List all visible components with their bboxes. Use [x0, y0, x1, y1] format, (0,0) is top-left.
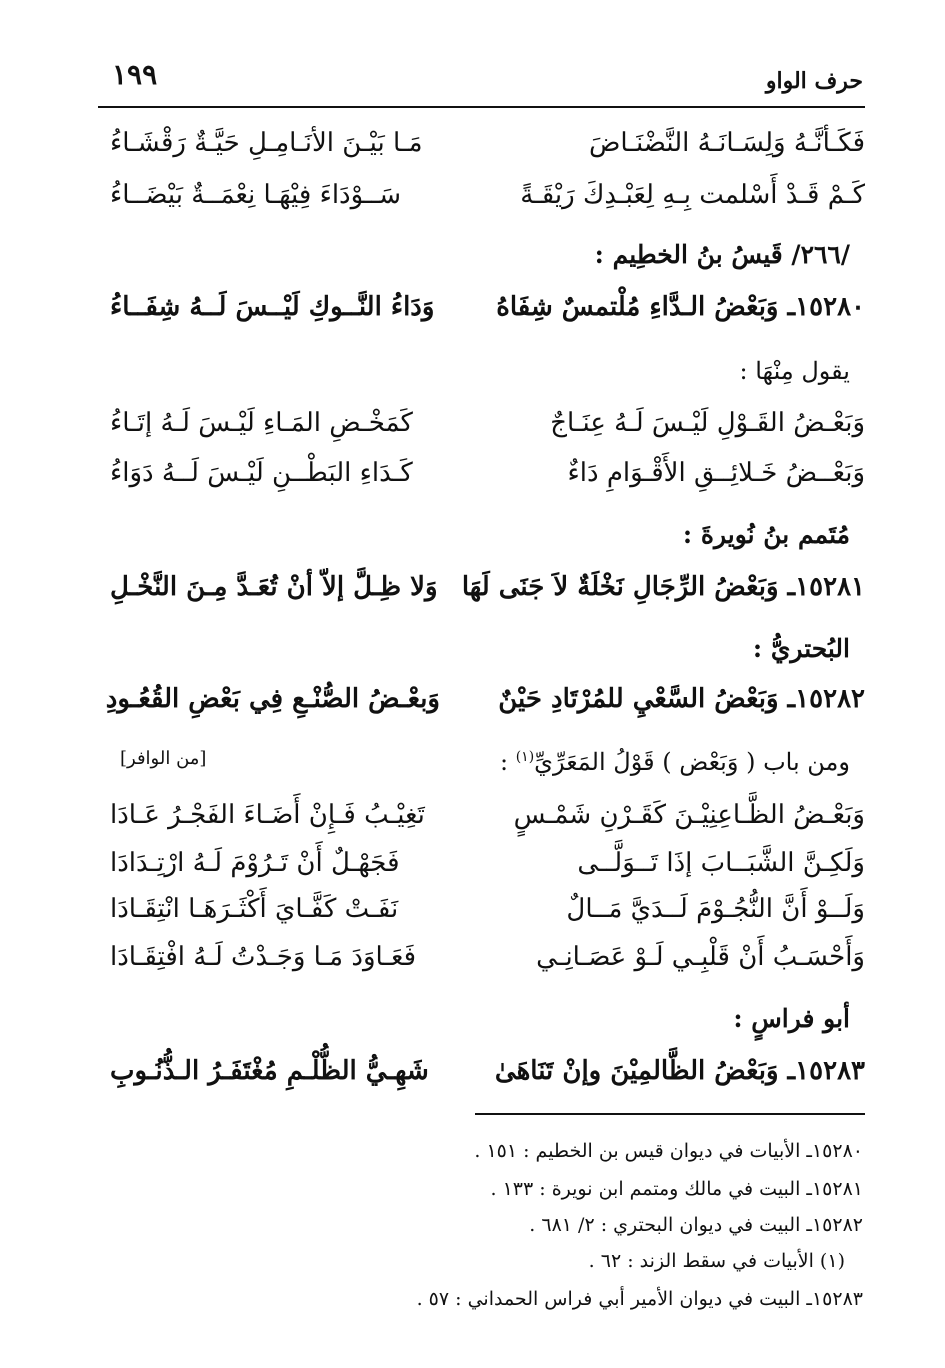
poet-heading: /٢٦٦/ قَيسُ بنُ الخطِيم : [594, 240, 850, 269]
poem-line [110, 942, 865, 972]
first-hemistich: وَلَكِـنَّ الشَّبَــابَ إذَا تَــوَلَّــى [577, 848, 865, 878]
poet-heading: البُحتريُّ : [752, 634, 850, 663]
footnote: ١٥٢٨٣ـ البيت في ديوان الأمير أبي فراس الحمداني : ٥٧ . [416, 1288, 863, 1310]
second-hemistich: مَـا بَيْـنَ الأنَـامِـلِ حَيَّـةٌ رَقْشَـاءُ [110, 128, 423, 158]
intro-line [500, 748, 850, 776]
second-hemistich: شَهِـيُّ الظُّلْـمِ مُغْتَفَـرُ الـذُّنُـوبِ [110, 1056, 429, 1086]
first-hemistich: وَلَــوْ أَنَّ النُّجُـوْمَ لَــدَيَّ مَــالٌ [566, 894, 865, 924]
first-hemistich: كَـمْ قَـدْ أَسْلمت بِـهِ لِعَبْـدِكَ رَيْقَـةً [520, 180, 865, 210]
first-hemistich: وَبَعْـضُ القَـوْلِ لَيْـسَ لَـهُ عِنَـاجٌ [550, 408, 865, 438]
verse-entry-15281 [110, 572, 865, 602]
poet-heading: مُتَمم بنُ نُويرةَ : [682, 520, 850, 549]
verse-entry-15283 [110, 1056, 865, 1086]
first-hemistich: وَبَعْـضُ الظَّـاعِنِيْـنَ كَقَـرْنِ شَمْـسٍ [513, 800, 865, 830]
poet-heading: أبو فراسٍ : [733, 1004, 850, 1033]
page-number: ١٩٩ [112, 58, 158, 91]
verse-entry-15282 [105, 684, 865, 714]
footnote: ١٥٢٨١ـ البيت في مالك ومتمم ابن نويرة : ١٣٣ . [490, 1178, 863, 1200]
poem-line [110, 408, 865, 438]
footnote-marker: (١) [515, 749, 535, 765]
second-hemistich: كَمَخْـضِ المَـاءِ لَيْـسَ لَـهُ إتَـاءُ [110, 408, 413, 438]
footnote: ١٥٢٨٠ـ الأبيات في ديوان قيس بن الخطيم : ١٥١ . [474, 1140, 863, 1162]
second-hemistich: سَــوْدَاءَ فِيْهَـا نِعْمَــةٌ بَيْضَــاءُ [110, 180, 402, 210]
header-rule [98, 106, 865, 108]
verse-entry-15280 [110, 292, 865, 322]
poem-line [110, 848, 865, 878]
poem-line [110, 458, 865, 488]
second-hemistich: كَـدَاءِ البَطْــنِ لَيْـسَ لَــهُ دَوَاءُ [110, 458, 413, 488]
footnote: (١) الأبيات في سقط الزند : ٦٢ . [588, 1250, 845, 1272]
second-hemistich: وَدَاءُ النَّــوكِ لَيْــسَ لَــهُ شِفَــاءُ [110, 292, 435, 322]
second-hemistich: فَعَـاوَدَ مَـا وَجَـدْتُ لَـهُ افْتِقَـادَا [110, 942, 417, 972]
first-hemistich: ١٥٢٨٣ـ وَبَعْضُ الظَّالمِيْنَ وإنْ تَنَاهَىٰ [494, 1056, 865, 1086]
first-hemistich: ١٥٢٨٠ـ وَبَعْضُ الـدَّاءِ مُلْتمسٌ شِفَاهُ [496, 292, 865, 322]
first-hemistich: ١٥٢٨١ـ وَبَعْضُ الرِّجَالِ نَخْلَةٌ لاَ جَنَى لَهَا [461, 572, 865, 602]
footnotes-rule [475, 1113, 865, 1115]
first-hemistich: فَكَـأنَّـهُ وَلِسَـانَـهُ النَّضْنَـاضَ [588, 128, 865, 158]
meter-tag: [من الوافر] [120, 748, 207, 769]
poem-line [110, 180, 865, 210]
footnote: ١٥٢٨٢ـ البيت في ديوان البحتري : ٢/ ٦٨١ . [529, 1214, 863, 1236]
first-hemistich: وَأَحْسَـبُ أَنْ قَلْبِـي لَـوْ عَصَـانِـي [536, 942, 865, 972]
intro-line: يقول مِنْهَا : [739, 357, 850, 385]
poem-line [110, 800, 865, 830]
second-hemistich: فَجَهْـلٌ أَنْ تَـرُوْمَ لَـهُ ارْتِـدَادَا [110, 848, 400, 878]
first-hemistich: وَبَعْــضُ خَـلائِــقِ الأَقْـوَامِ دَاءٌ [567, 458, 865, 488]
second-hemistich: وَلا ظِـلَّ إلاّ أنْ تُعَـدَّ مِـنَ النَّخْـلِ [110, 572, 438, 602]
second-hemistich: وَبعْـضُ الصُّنْـعِ فِي بَعْضِ القُعُـودِ [105, 684, 440, 714]
second-hemistich: نَفَـتْ كَفَّـايَ أَكْثَـرَهَـا انْتِقَـادَا [110, 894, 399, 924]
intro-text: ومن باب ( وَبَعْض ) قَوْلُ المَعَرِّيِّ [534, 748, 850, 776]
poem-line [110, 128, 865, 158]
first-hemistich: ١٥٢٨٢ـ وَبَعْضُ السَّعْيِ للمُرْتَادِ حَيْنٌ [498, 684, 865, 714]
running-title: حرف الواو [765, 68, 863, 94]
intro-tail: : [499, 748, 516, 776]
second-hemistich: تَغِيْـبُ فَـإِنْ أَضَـاءَ الفَجْـرُ عَـادَا [110, 800, 425, 830]
poem-line [110, 894, 865, 924]
